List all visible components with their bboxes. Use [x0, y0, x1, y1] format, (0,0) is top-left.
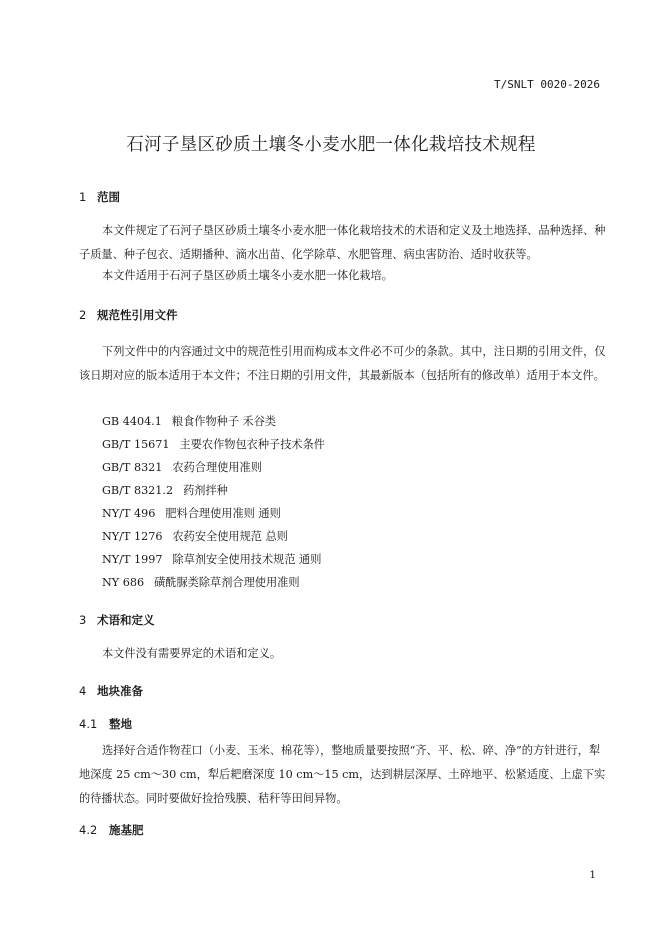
reference-code: NY/T 1997	[102, 553, 163, 566]
reference-item	[102, 551, 321, 567]
section-number: 4.1	[79, 717, 98, 731]
section-3-heading	[79, 612, 155, 628]
reference-title: 主要农作物包衣种子技术条件	[179, 438, 325, 451]
section-2-paragraph-1: 下列文件中的内容通过文中的规范性引用而构成本文件必不可少的条款。其中，注日期的引用文件，仅该日期对应的版本适用于本文件；不注日期的引用文件，其最新版本（包括所有的修改单）适用于本文件。	[79, 345, 606, 382]
section-number: 4.2	[79, 823, 98, 837]
reference-title: 药剂拌种	[183, 484, 228, 497]
reference-item	[102, 413, 276, 429]
reference-title: 农药合理使用准则	[172, 461, 262, 474]
reference-code: GB/T 8321	[102, 461, 163, 474]
reference-item	[102, 528, 288, 544]
reference-item	[102, 436, 325, 452]
section-1-paragraph-1: 本文件规定了石河子垦区砂质土壤冬小麦水肥一体化栽培技术的术语和定义及土地选择、品种选择、种子质量、种子包衣、适期播种、滴水出苗、化学除草、水肥管理、病虫害防治、适时收获等。	[79, 224, 606, 261]
reference-code: GB/T 8321.2	[102, 484, 174, 497]
reference-item	[102, 459, 262, 475]
reference-title: 肥料合理使用准则 通则	[165, 507, 281, 520]
reference-title: 除草剂安全使用技术规范 通则	[172, 553, 322, 566]
section-2-heading	[79, 307, 178, 323]
reference-code: NY 686	[102, 576, 145, 589]
reference-title: 粮食作物种子 禾谷类	[171, 415, 277, 428]
reference-title: 农药安全使用规范 总则	[172, 530, 288, 543]
section-title: 术语和定义	[97, 613, 155, 627]
reference-item	[102, 574, 300, 590]
page-number: 1	[589, 869, 596, 881]
section-title: 地块准备	[97, 684, 143, 698]
section-title: 范围	[97, 190, 120, 204]
reference-code: NY/T 1276	[102, 530, 163, 543]
section-number: 4	[79, 684, 87, 698]
subsection-4-1-heading	[79, 716, 132, 732]
document-title: 石河子垦区砂质土壤冬小麦水肥一体化栽培技术规程	[126, 135, 536, 155]
reference-code: GB/T 15671	[102, 438, 170, 451]
section-1-heading	[79, 189, 120, 205]
reference-code: GB 4404.1	[102, 415, 162, 428]
section-number: 3	[79, 613, 87, 627]
section-title: 规范性引用文件	[97, 308, 178, 322]
section-title: 整地	[109, 717, 132, 731]
reference-title: 磺酰脲类除草剂合理使用准则	[154, 576, 300, 589]
reference-code: NY/T 496	[102, 507, 156, 520]
section-3-paragraph-1: 本文件没有需要界定的术语和定义。	[102, 647, 282, 660]
section-1-paragraph-2: 本文件适用于石河子垦区砂质土壤冬小麦水肥一体化栽培。	[102, 269, 393, 282]
subsection-4-2-heading	[79, 822, 144, 838]
subsection-4-1-paragraph-1: 选择好合适作物茬口（小麦、玉米、棉花等），整地质量要按照“齐、平、松、碎、净”的方针进行，犁地深度 25 cm～30 cm，犁后耙磨深度 10 cm～15 cm，达到耕层深厚、土碎地平、松紧适度、上虚下实的待播状态。同时要做好捡拾残膜、秸秆等田间异物。	[79, 744, 606, 805]
section-4-heading	[79, 683, 143, 699]
section-number: 2	[79, 308, 87, 322]
reference-item	[102, 482, 228, 498]
reference-item	[102, 505, 281, 521]
document-code: T/SNLT 0020-2026	[494, 78, 600, 91]
section-number: 1	[79, 190, 87, 204]
section-title: 施基肥	[109, 823, 144, 837]
